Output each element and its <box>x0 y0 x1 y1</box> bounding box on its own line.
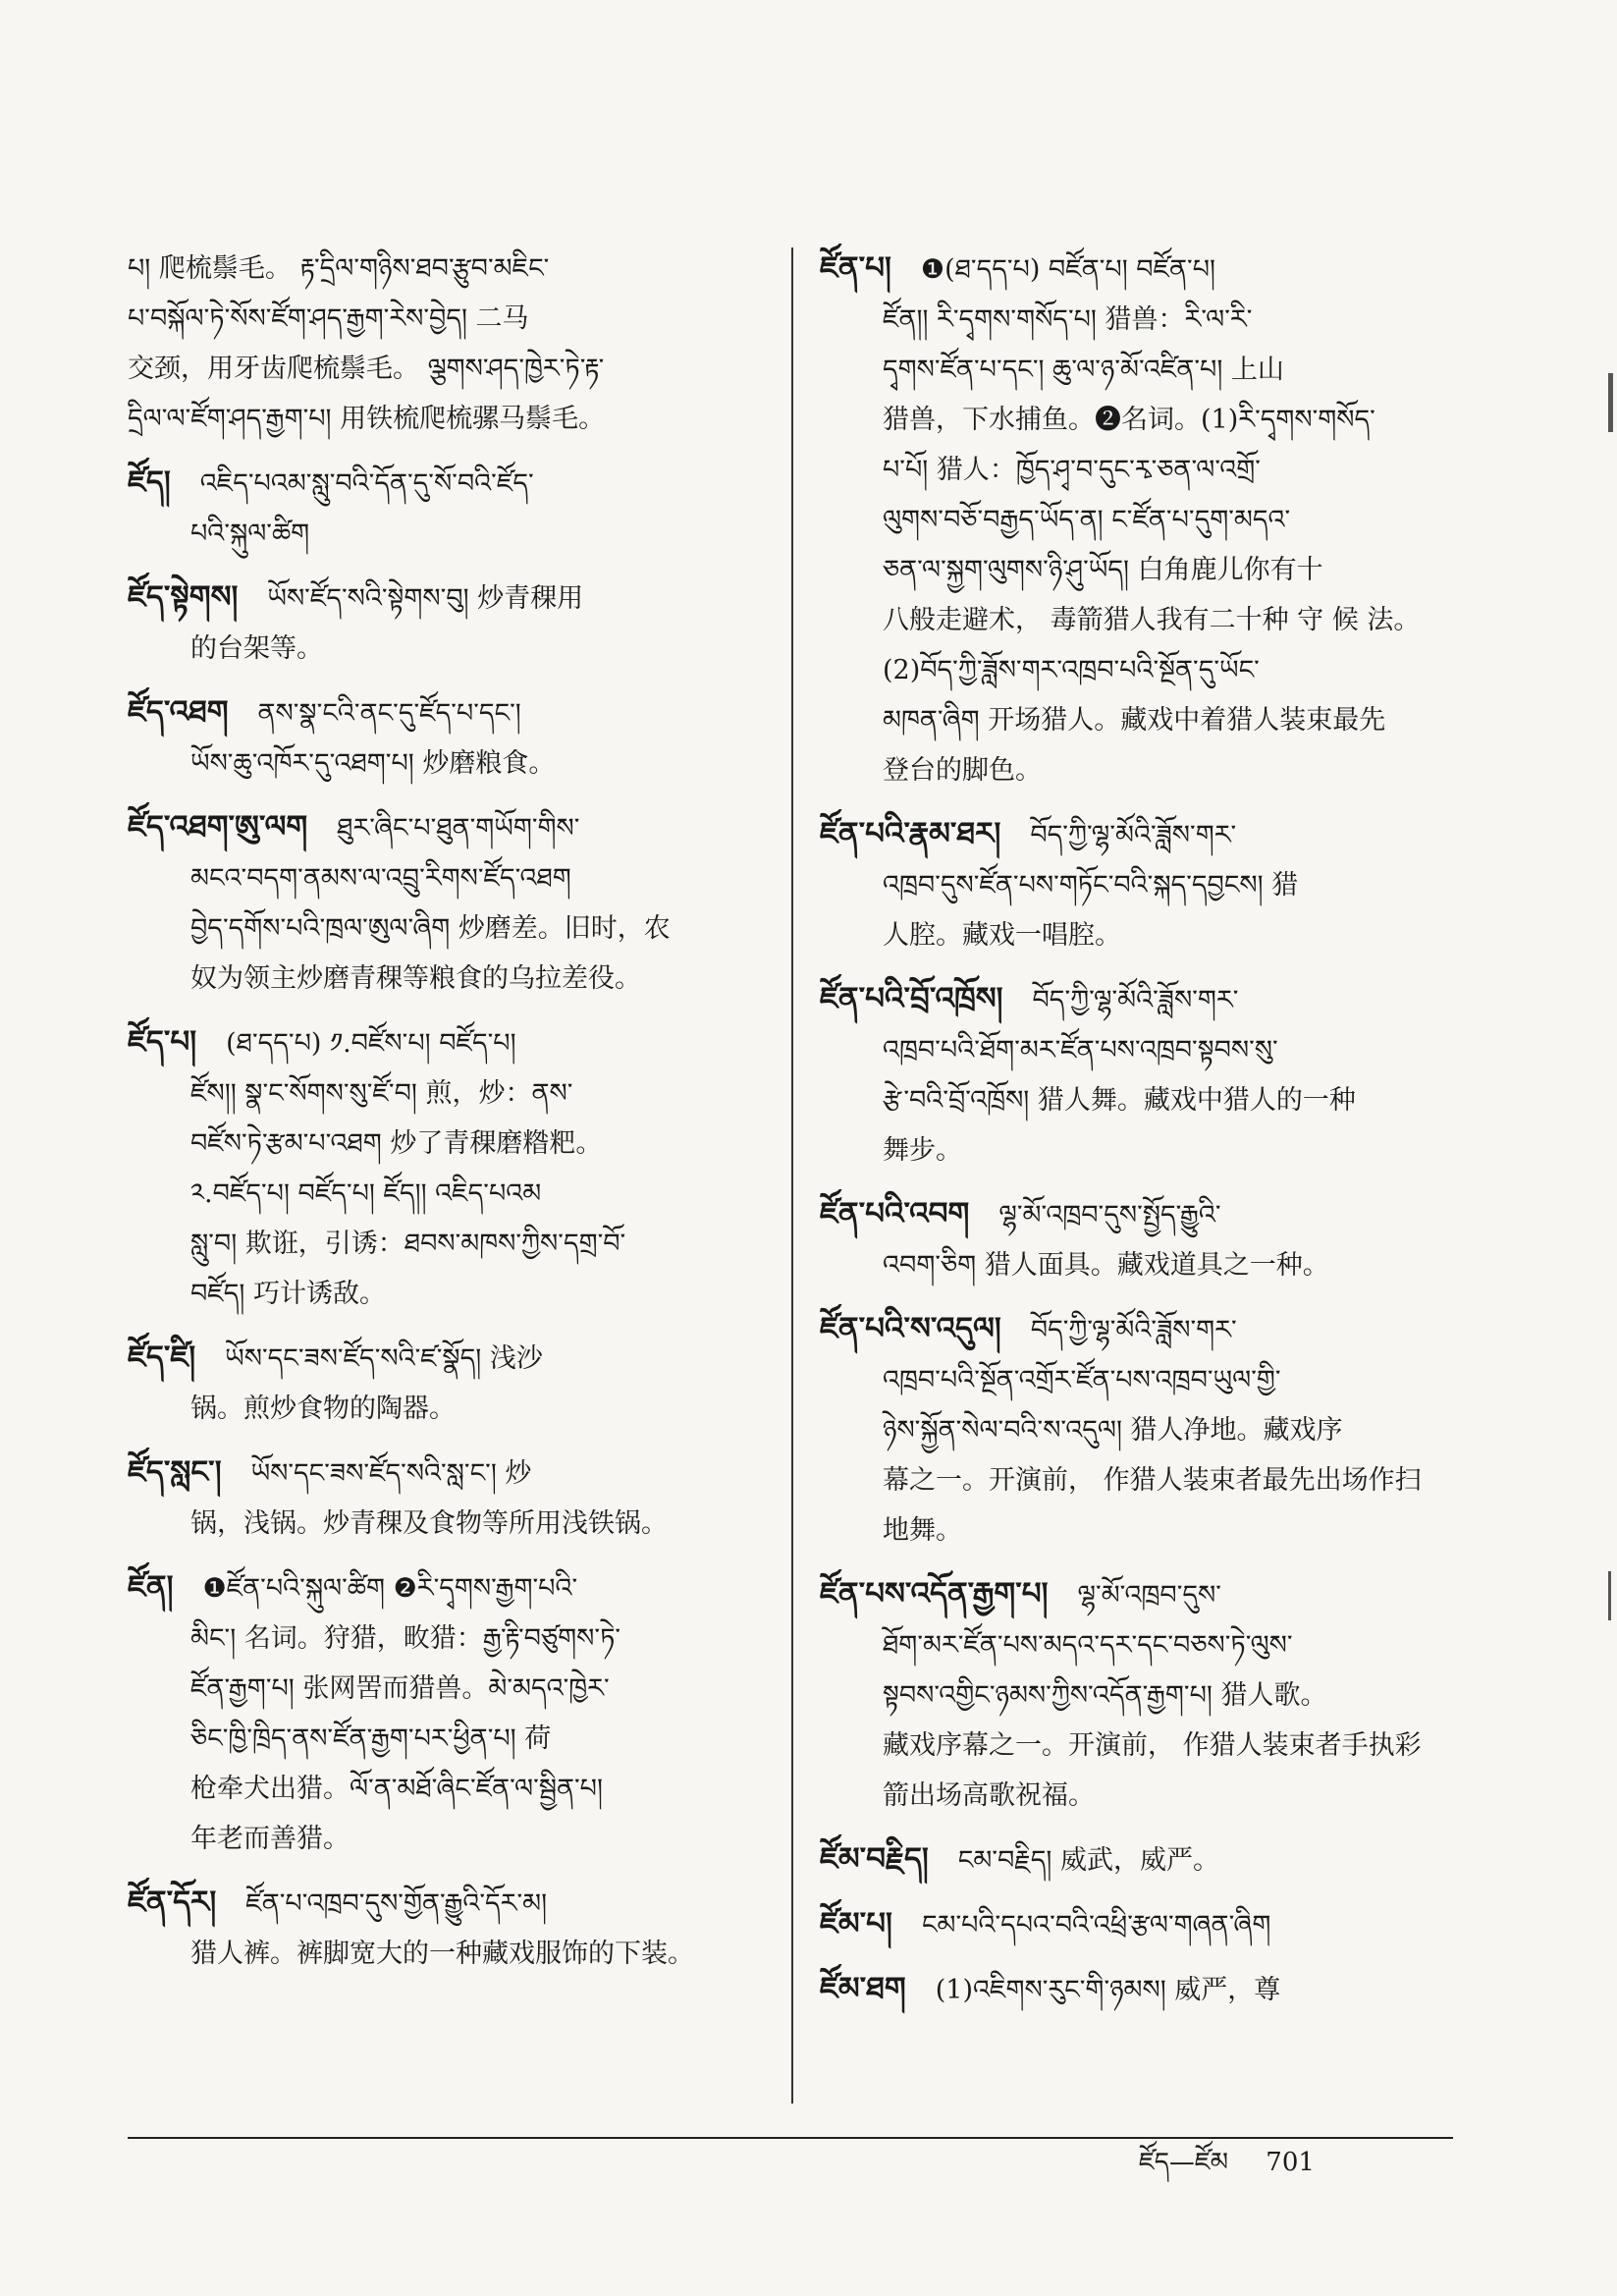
entry-line <box>820 595 1458 645</box>
entry-text: ཅན་ལ་སྐྱག་ལུགས་ཉི་ཤུ་ཡོད། 白角鹿儿你有十 <box>883 555 1323 585</box>
entry-headword: ཛོད་འཐག <box>128 694 229 730</box>
entry-line <box>820 244 1458 295</box>
entry-line <box>820 1355 1458 1405</box>
dictionary-entry <box>820 974 1458 1175</box>
entry-text: ❶(ཐ་དད་པ) བཛོན་པ། བཛོན་པ། <box>920 254 1216 285</box>
entry-line <box>820 545 1458 595</box>
entry-headword: ཛོད་སླང་། <box>128 1454 222 1490</box>
entry-text: ཡོས་དང་ཟས་ཛོད་སའི་ཛ་སྣོད། 浅沙 <box>225 1343 543 1374</box>
entry-text: 锅，浅锅。炒青稞及食物等所用浅铁锅。 <box>190 1508 668 1539</box>
entry-text: འཁྲབ་དུས་ཛོན་པས་གཏོང་བའི་སྐད་དབྱངས། 猎 <box>883 870 1299 901</box>
entry-text: འཇིད་པའམ་སླུ་བའི་དོན་དུ་སོ་བའི་ཛོད་ <box>199 468 534 499</box>
entry-headword: ཛོད། <box>128 465 171 500</box>
entry-text: 交颈，用牙齿爬梳鬃毛。 ལྕགས་ཤད་ཁྱེར་ཏེ་རྟ་ <box>128 354 605 384</box>
entry-line <box>820 1405 1458 1455</box>
entry-text: 登台的脚色。 <box>883 755 1042 786</box>
entry-line <box>820 645 1458 695</box>
entry-line <box>820 974 1458 1025</box>
entry-line <box>128 394 776 444</box>
entry-text: ཛོན་པ་འཁྲབ་དུས་གྱོན་རྒྱུའི་དོར་མ། <box>245 1888 548 1919</box>
scan-edge-mark <box>1608 373 1613 432</box>
entry-line <box>128 1068 776 1119</box>
entry-line <box>820 695 1458 745</box>
entry-line <box>128 509 776 559</box>
entry-text: ངམ་པའི་དཔའ་བའི་འཕྲི་རྩལ་གཞན་ཞིག <box>921 1910 1271 1941</box>
entry-line <box>820 1834 1458 1886</box>
entry-text: མཁན་ཞིག 开场猎人。藏戏中着猎人装束最先 <box>883 705 1386 736</box>
dictionary-entry <box>820 1964 1458 2015</box>
entry-headword: ཛོད་སྟེགས། <box>128 579 239 615</box>
entry-text: ལྷ་མོ་འཁྲབ་དུས་ <box>1077 1580 1221 1611</box>
entry-text: པའི་སྐུལ་ཚིག <box>190 519 310 549</box>
entry-line <box>820 1075 1458 1125</box>
entry-text: ཡོས་དང་ཟས་ཛོད་སའི་སླ་ང་། 炒 <box>250 1458 532 1489</box>
entry-line <box>820 1304 1458 1355</box>
entry-line <box>820 1620 1458 1670</box>
entry-text: རྩེ་བའི་བྲོ་འཁྲོས། 猎人舞。藏戏中猎人的一种 <box>883 1085 1356 1116</box>
entry-text: 八般走避术， 毒箭猎人我有二十种 守 候 法。 <box>883 605 1421 635</box>
entry-line <box>128 1714 776 1764</box>
entry-text: ❶ཛོན་པའི་སྐུལ་ཚིག ❷རི་དྭགས་རྒྱག་པའི་ <box>202 1573 578 1604</box>
page-range-label: ཛོད—ཛོམ <box>1139 2148 1229 2177</box>
entry-line <box>128 1562 776 1613</box>
entry-text: ཅིང་ཁྱི་ཁྲིད་ནས་ཛོན་རྒྱག་པར་ཕྱིན་པ། 荷 <box>190 1723 552 1754</box>
entry-line <box>128 1878 776 1929</box>
entry-line <box>128 738 776 789</box>
entry-line <box>820 1899 1458 1950</box>
entry-text: སྟབས་འགྱིང་ཉམས་ཀྱིས་འདོན་རྒྱག་པ། 猎人歌。 <box>883 1680 1327 1711</box>
entry-line <box>820 1025 1458 1075</box>
entry-text: སླུ་བ། 欺诳，引诱：ཐབས་མཁས་ཀྱིས་དགྲ་བོ་ <box>190 1229 626 1259</box>
entry-line <box>128 458 776 509</box>
entry-text: ཛོན་རྒྱག་པ། 张网罟而猎兽。མེ་མདའ་ཁྱེར་ <box>190 1673 610 1704</box>
entry-line <box>820 745 1458 795</box>
dictionary-entry <box>820 1569 1458 1821</box>
entry-line <box>820 295 1458 345</box>
entry-text: བྱེད་དགོས་པའི་ཁྲལ་ཨུལ་ཞིག 炒磨差。旧时，农 <box>190 913 671 944</box>
entry-text: ཛོས།། སྣ་ང་སོགས་སུ་ཛོ་བ། 煎，炒：ནས་ <box>190 1078 573 1109</box>
left-column <box>128 244 776 1993</box>
entry-line <box>128 853 776 903</box>
entry-headword: ཛོན་པ། <box>820 250 891 286</box>
entry-line <box>820 1721 1458 1771</box>
entry-text: 枪牵犬出猎。ལོ་ན་མཐོ་ཞིང་ཛོན་ལ་སྦྱིན་པ། <box>190 1774 603 1804</box>
entry-headword: ཛོམ་བརྗིད། <box>820 1841 929 1877</box>
dictionary-entry <box>820 244 1458 795</box>
entry-text: པ་བསྐོལ་ཏེ་སོས་ཛོག་ཤད་རྒྱག་རེས་བྱེད། 二马 <box>128 303 529 334</box>
dictionary-entry <box>128 573 776 674</box>
right-column <box>820 244 1458 2029</box>
entry-line <box>820 809 1458 860</box>
entry-headword: ཛོམ་ཐག <box>820 1971 906 2006</box>
entry-line <box>820 445 1458 495</box>
dictionary-entry <box>820 809 1458 960</box>
scan-edge-mark <box>1608 1571 1611 1620</box>
entry-line <box>128 1333 776 1384</box>
footer-rule <box>128 2137 1453 2139</box>
entry-text: ནས་སྣ་ངའི་ནང་དུ་ཛོད་པ་དང་། <box>257 698 521 729</box>
entry-headword: ཛོན་པས་འདོན་རྒྱག་པ། <box>820 1576 1049 1612</box>
entry-headword: ཛོམ་པ། <box>820 1906 892 1941</box>
entry-line <box>128 687 776 738</box>
entry-headword: ཛོད་པ། <box>128 1024 197 1060</box>
entry-text: བོད་ཀྱི་ལྷ་མོའི་ཟློས་གར་ <box>1030 820 1237 850</box>
entry-line <box>820 1771 1458 1821</box>
entry-line <box>820 1240 1458 1290</box>
dictionary-entry <box>820 1834 1458 1886</box>
entry-line <box>128 1384 776 1434</box>
entry-line <box>820 1125 1458 1175</box>
entry-line <box>128 1613 776 1664</box>
entry-text: ༢.བཛོད་པ། བཛོད་པ། ཛོད།། འཇིད་པའམ <box>190 1178 542 1209</box>
entry-line <box>128 954 776 1004</box>
entry-line <box>128 573 776 624</box>
entry-line <box>128 1814 776 1864</box>
dictionary-entry <box>128 687 776 789</box>
entry-text: 的台架等。 <box>190 633 323 664</box>
entry-text: (ཐ་དད་པ) ༡.བཛོས་པ། བཛོད་པ། <box>226 1028 516 1059</box>
entry-text: བོད་ཀྱི་ལྷ་མོའི་ཟློས་གར་ <box>1030 1315 1237 1345</box>
dictionary-entry <box>128 1017 776 1319</box>
entry-text: 箭出场高歌祝福。 <box>883 1780 1095 1811</box>
entry-line <box>128 1929 776 1979</box>
entry-line <box>128 1169 776 1219</box>
entry-headword: ཛོད་འཐག་ཨུ་ལག <box>128 809 308 845</box>
entry-text: 锅。煎炒食物的陶器。 <box>190 1394 456 1424</box>
entry-text: 幕之一。开演前， 作猎人装束者最先出场作扫 <box>883 1465 1422 1496</box>
dictionary-entry <box>128 244 776 444</box>
entry-text: བཛོད། 巧计诱敌。 <box>190 1279 386 1309</box>
entry-text: ཐུར་ཞིང་པ་ཐུན་གཡོག་གིས་ <box>337 813 580 844</box>
entry-line <box>128 1448 776 1499</box>
entry-headword: ཛོན་པའི་ས་འདུལ། <box>820 1311 1001 1346</box>
entry-text: 舞步。 <box>883 1135 962 1166</box>
entry-line <box>820 860 1458 910</box>
entry-line <box>820 1505 1458 1556</box>
entry-line <box>820 1455 1458 1505</box>
entry-line <box>128 244 776 294</box>
dictionary-entry <box>128 1562 776 1864</box>
entry-line <box>820 395 1458 445</box>
page-number: 701 <box>1266 2148 1315 2177</box>
entry-text: (2)བོད་ཀྱི་ཟློས་གར་འཁྲབ་པའི་སྔོན་དུ་ཡོང་ <box>883 655 1260 685</box>
dictionary-entry <box>128 1333 776 1434</box>
dictionary-entry <box>128 1878 776 1979</box>
entry-text: 奴为领主炒磨青稞等粮食的乌拉差役。 <box>190 963 641 994</box>
entry-headword: ཛོན། <box>128 1569 174 1605</box>
dictionary-entry <box>820 1304 1458 1556</box>
dictionary-entry <box>820 1189 1458 1290</box>
entry-line <box>128 1764 776 1814</box>
entry-text: 猎兽，下水捕鱼。❷名词。(1)རི་དྭགས་གསོད་ <box>883 405 1375 435</box>
entry-text: 猎人裤。裤脚宽大的一种藏戏服饰的下装。 <box>190 1939 694 1969</box>
entry-line <box>820 1189 1458 1240</box>
entry-text: འཁྲབ་པའི་སྔོན་འགྲོར་ཛོན་པས་འཁྲབ་ཡུལ་གྱི་ <box>883 1365 1281 1395</box>
entry-text: ཡོས་ཛོད་སའི་སྟེགས་བུ། 炒青稞用 <box>267 583 584 614</box>
entry-line <box>128 1219 776 1269</box>
entry-text: 地舞。 <box>883 1515 962 1546</box>
entry-text: མངའ་བདག་ནམས་ལ་འབྲུ་རིགས་ཛོད་འཐག <box>190 863 571 894</box>
entry-line <box>128 903 776 954</box>
entry-headword: ཛོན་པའི་བྲོ་འཁྲོས། <box>820 981 1003 1016</box>
entry-headword: ཛོན་དོར། <box>128 1885 217 1920</box>
entry-text: པ་པོ། 猎人：ཁྱོད་ཤྭ་བ་དུང་རྭ་ཅན་ལ་འགྲོ་ <box>883 455 1261 485</box>
entry-headword: ཛོན་པའི་རྣམ་ཐར། <box>820 816 1001 851</box>
column-divider <box>791 247 793 2104</box>
entry-line <box>820 1964 1458 2015</box>
dictionary-entry <box>128 458 776 559</box>
entry-line <box>820 495 1458 545</box>
entry-text: (1)འཇིགས་རུང་གི་ཉམས། 威严，尊 <box>935 1975 1281 2005</box>
entry-text: པ། 爬梳鬃毛。 རྟ་དྲིལ་གཉིས་ཐབ་རྩུབ་མཇིང་ <box>128 253 550 284</box>
entry-text: 人腔。藏戏一唱腔。 <box>883 920 1121 951</box>
entry-text: འབག་ཅིག 猎人面具。藏戏道具之一种。 <box>883 1250 1329 1281</box>
entry-text: ཉེས་སྐྱོན་སེལ་བའི་ས་འདུལ། 猎人净地。藏戏序 <box>883 1415 1343 1446</box>
entry-line <box>128 1664 776 1714</box>
entry-text: ཛོན།། རི་དྭགས་གསོད་པ། 猎兽：རི་ལ་རི་ <box>883 304 1253 335</box>
entry-line <box>820 345 1458 395</box>
entry-line <box>820 1670 1458 1721</box>
entry-text: དྲིལ་ལ་ཛོག་ཤད་རྒྱག་པ། 用铁梳爬梳骡马鬃毛。 <box>128 404 606 434</box>
entry-text: ལུགས་བཅོ་བརྒྱད་ཡོད་ན། ང་ཛོན་པ་དུག་མདའ་ <box>883 505 1291 535</box>
entry-headword: ཛོན་པའི་འབག <box>820 1196 970 1231</box>
entry-text: བཛོས་ཏེ་རྩམ་པ་འཐག 炒了青稞磨糌粑。 <box>190 1128 603 1159</box>
dictionary-entry <box>128 802 776 1004</box>
entry-line <box>128 1017 776 1068</box>
entry-line <box>128 624 776 674</box>
entry-headword: ཛོད་ཛི། <box>128 1339 196 1375</box>
entry-text: 年老而善猎。 <box>190 1824 350 1854</box>
entry-line <box>128 294 776 344</box>
entry-line <box>128 1119 776 1169</box>
entry-text: འཁྲབ་པའི་ཐོག་མར་ཛོན་པས་འཁྲབ་སྟབས་སུ་ <box>883 1035 1278 1066</box>
entry-text: ཡོས་ཆུ་འཁོར་དུ་འཐག་པ། 炒磨粮食。 <box>190 748 556 779</box>
entry-line <box>128 1499 776 1549</box>
entry-text: 藏戏序幕之一。开演前， 作猎人装束者手执彩 <box>883 1730 1422 1761</box>
entry-line <box>128 802 776 853</box>
page-footer <box>1139 2143 1315 2182</box>
entry-text: ཐོག་མར་ཛོན་པས་མདའ་དར་དང་བཅས་ཏེ་ལུས་ <box>883 1630 1293 1661</box>
entry-text: དྭགས་ཛོན་པ་དང་། ཆུ་ལ་ཉ་མོ་འཛིན་པ། 上山 <box>883 355 1284 385</box>
entry-text: ངམ་བརྗིད། 威武，威严。 <box>957 1845 1219 1876</box>
entry-line <box>128 344 776 394</box>
entry-line <box>820 910 1458 960</box>
entry-text: བོད་ཀྱི་ལྷ་མོའི་ཟློས་གར་ <box>1032 985 1239 1015</box>
entry-text: ལྷ་མོ་འཁྲབ་དུས་སྤྱོད་རྒྱུའི་ <box>998 1200 1221 1230</box>
entry-line <box>820 1569 1458 1620</box>
dictionary-entry <box>128 1448 776 1549</box>
entry-text: མིང་། 名词。狩猎，畋猎：རྒྱ་རྟི་བཙུགས་ཏེ་ <box>190 1623 621 1654</box>
entry-line <box>128 1269 776 1319</box>
dictionary-entry <box>820 1899 1458 1950</box>
